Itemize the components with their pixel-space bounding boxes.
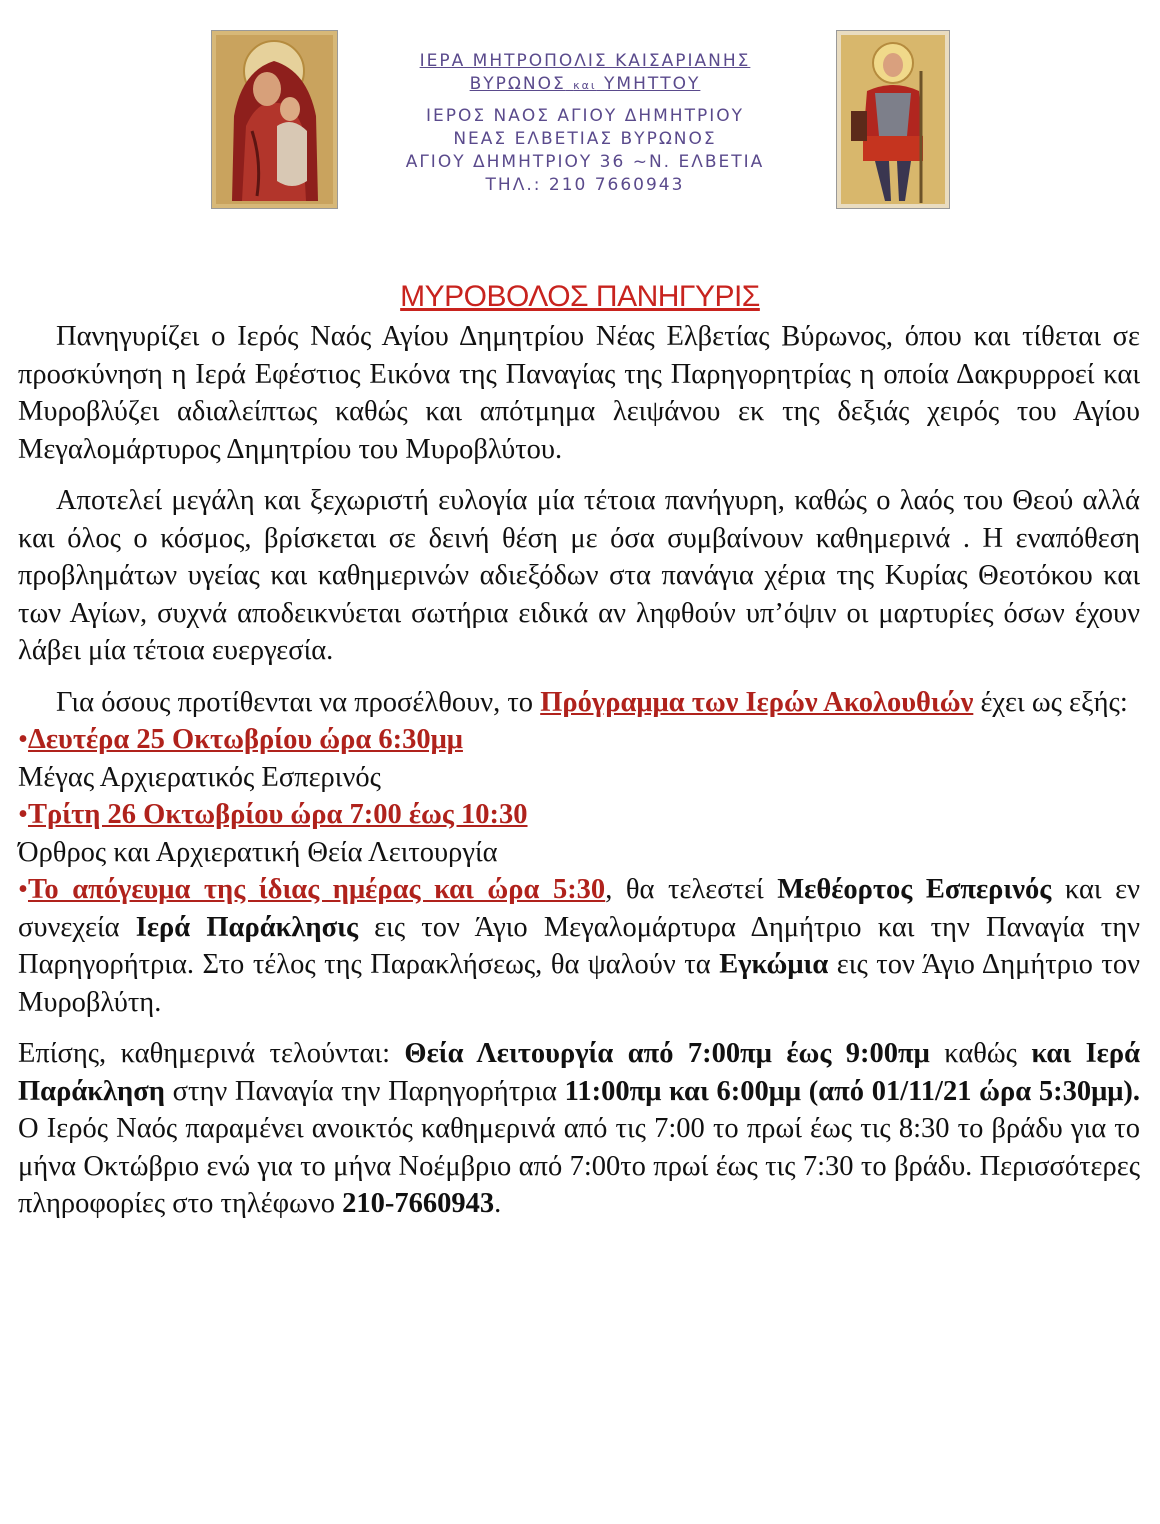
schedule-item-2-when: Τρίτη 26 Οκτωβρίου ώρα 7:00 έως 10:30: [27, 799, 528, 830]
header-region: [340, 73, 830, 97]
schedule-item-1: [18, 721, 1140, 759]
text-run: Ο Ιερός Ναός παραμένει ανοικτός καθημερινά από τις 7:00 το πρωί έως τις 8:30 το βράδυ για το μήνα Οκτώβριο ενώ για το μήνα Νοέμβριο από 7:00το πρωί έως τις 7:30 το βράδυ. Περισσότερες πληροφορίες στο τηλέφωνο: [18, 1113, 1140, 1219]
header-phone: ΤΗΛ.: 210 7660943: [485, 175, 685, 195]
schedule-item-3: [18, 871, 1140, 1021]
schedule-item-1-when: Δευτέρα 25 Οκτωβρίου ώρα 6:30μμ: [27, 724, 463, 755]
bullet: •: [18, 799, 28, 830]
paragraph-3-pre: Για όσους προτίθενται να προσέλθουν, το: [56, 686, 541, 718]
paragraph-3: [18, 684, 1140, 722]
text-run: εις τον Άγιο Δημήτριο τον Μυροβλύτη.: [18, 949, 1140, 1018]
bold-run: Θεία Λειτουργία από 7:00πμ έως 9:00πμ: [404, 1038, 930, 1069]
saint-demetrios-icon-image: [836, 30, 950, 209]
services-schedule-link: Πρόγραμμα των Ιερών Ακολουθιών: [540, 686, 974, 718]
bold-run: Ιερά Παράκλησις: [135, 911, 358, 943]
schedule-item-2: [18, 796, 1140, 834]
page-title: ΜΥΡΟΒΟΛΟΣ ΠΑΝΗΓΥΡΙΣ: [400, 280, 760, 313]
paragraph-3-post: έχει ως εξής:: [973, 686, 1128, 718]
schedule-item-3-when: Το απόγευμα της ίδιας ημέρας και ώρα 5:30: [27, 874, 606, 905]
header-region-and: και: [573, 79, 597, 92]
text-run: εις τον Άγιο Μεγαλομάρτυρα Δημήτριο και την Παναγία την Παρηγορήτρια. Στο τέλος της Παρακλήσεως, θα ψαλούν τα: [18, 911, 1141, 980]
text-run: Επίσης, καθημερινά τελούνται:: [18, 1038, 405, 1069]
phone-number: 210-7660943: [342, 1188, 495, 1219]
paragraph-4: [18, 1035, 1140, 1223]
text-run: στην Παναγία την Παρηγορήτρια: [164, 1075, 565, 1107]
bold-run: Μεθέορτος Εσπερινός: [777, 874, 1052, 905]
bold-run: και Ιερά Παράκληση: [18, 1038, 1140, 1107]
schedule-item-2-what: Όρθρος και Αρχιερατική Θεία Λειτουργία: [18, 836, 498, 868]
header-region-c: ΥΜΗΤΤΟΥ: [604, 74, 701, 94]
bold-run: 11:00πμ και 6:00μμ (από 01/11/21 ώρα 5:30μμ).: [564, 1075, 1141, 1107]
header-metropolis: ΙΕΡΑ ΜΗΤΡΟΠΟΛΙΣ ΚΑΙΣΑΡΙΑΝΗΣ: [419, 51, 751, 71]
text-run: , θα τελεστεί: [605, 874, 778, 905]
text-run: καθώς: [929, 1038, 1032, 1069]
header-church: ΙΕΡΟΣ ΝΑΟΣ ΑΓΙΟΥ ΔΗΜΗΤΡΙΟΥ: [426, 106, 744, 126]
paragraph-1: Πανηγυρίζει ο Ιερός Ναός Αγίου Δημητρίου Νέας Ελβετίας Βύρωνος, όπου και τίθεται σε προσκύνηση η Ιερά Εφέστιος Εικόνα της Παναγίας της Παρηγορητρίας η οποία Δακρυρροεί και Μυροβλύζει αδιαλείπτως καθώς και απότμημα λειψάνου εκ της δεξιάς χειρός του Αγίου Μεγαλομάρτυρος Δημητρίου του Μυροβλύτου.: [18, 321, 1140, 465]
header-region-a: ΒΥΡΩΝΟΣ: [469, 74, 566, 94]
church-header: [340, 50, 830, 197]
bullet: •: [18, 874, 28, 905]
text-run: και εν συνεχεία: [18, 874, 1140, 943]
bullet: •: [18, 724, 28, 755]
bold-run: Εγκώμια: [719, 949, 829, 980]
text-run: .: [494, 1188, 502, 1219]
header-address: ΑΓΙΟΥ ΔΗΜΗΤΡΙΟΥ 36 ~Ν. ΕΛΒΕΤΙΑ: [405, 152, 765, 172]
document-body: [18, 318, 1140, 1223]
header-parish: ΝΕΑΣ ΕΛΒΕΤΙΑΣ ΒΥΡΩΝΟΣ: [453, 129, 717, 149]
virgin-mary-icon-image: [211, 30, 338, 209]
schedule-item-1-what: Μέγας Αρχιερατικός Εσπερινός: [18, 761, 381, 793]
paragraph-2: Αποτελεί μεγάλη και ξεχωριστή ευλογία μία τέτοια πανήγυρη, καθώς ο λαός του Θεού αλλά και όλος ο κόσμος, βρίσκεται σε δεινή θέση με όσα συμβαίνουν καθημερινά . Η εναπόθεση προβλημάτων υγείας και καθημερινών αδιεξόδων στα πανάγια χέρια της Κυρίας Θεοτόκου και των Αγίων, συχνά αποδεικνύεται σωτήρια ειδικά αν ληφθούν υπ’όψιν οι μαρτυρίες όσων έχουν λάβει μία τέτοια ευεργεσία.: [18, 485, 1140, 666]
